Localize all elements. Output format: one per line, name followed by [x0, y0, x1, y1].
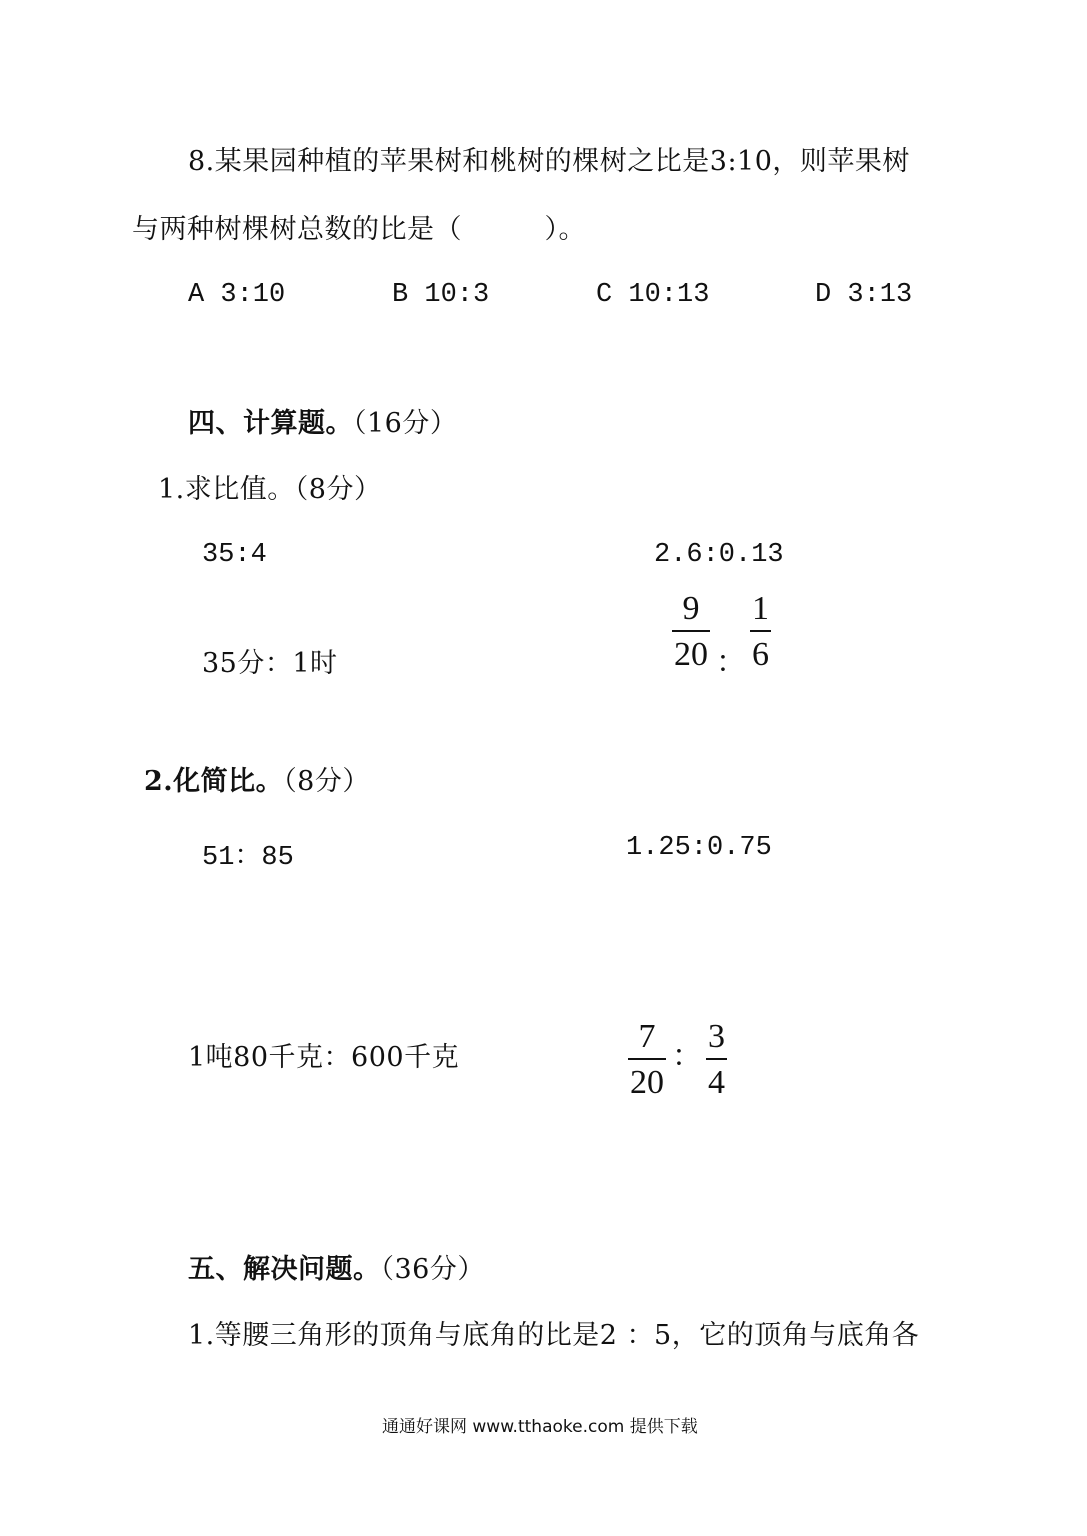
- section4-score: （16分）: [353, 408, 458, 439]
- q8-option-a: A 3:10: [188, 280, 286, 310]
- calc-q1-item-2: 2.6:0.13: [654, 540, 784, 570]
- ratio-colon: ：: [716, 646, 746, 679]
- calc-q1-title: 1.求比值。（8分）: [158, 474, 382, 505]
- calc-q2-heading: [144, 768, 370, 795]
- section5-heading: [188, 1256, 485, 1283]
- q8-option-b: B 10:3: [392, 280, 490, 310]
- problem-q1-line1: 1.等腰三角形的顶角与底角的比是2 ：5，它的顶角与底角各: [188, 1320, 920, 1351]
- section4-title: 四、计算题。: [188, 408, 353, 439]
- calc-q1-fraction-2: [750, 592, 771, 672]
- q8-option-c: C 10:13: [596, 280, 710, 310]
- calc-q1-fraction-1: [672, 592, 710, 672]
- fraction-numerator: 7: [638, 1018, 656, 1055]
- calc-q2-title: 2.化简比。: [144, 766, 284, 797]
- calc-q2-item-1: 51：85: [202, 843, 294, 873]
- fraction-numerator: 1: [752, 590, 769, 627]
- calc-q1-item-1: 35:4: [202, 540, 267, 570]
- fraction-denominator: 20: [674, 636, 708, 673]
- calc-q2-score: （8分）: [283, 766, 370, 797]
- fraction-denominator: 20: [630, 1064, 664, 1101]
- ratio-colon: ：: [672, 1040, 702, 1073]
- fraction-denominator: 4: [708, 1064, 725, 1101]
- page-footer: 通通好课网 www.tthaoke.com 提供下载: [382, 1417, 698, 1437]
- fraction-numerator: 3: [708, 1018, 725, 1055]
- section4-heading: [188, 410, 457, 437]
- q8-line1: 8.某果园种植的苹果树和桃树的棵树之比是3:10，则苹果树: [188, 146, 910, 177]
- calc-q2-item-3: 1吨80千克：600千克: [188, 1042, 460, 1073]
- section5-score: （36分）: [380, 1254, 485, 1285]
- section5-title: 五、解决问题。: [188, 1254, 381, 1285]
- calc-q1-item-3: 35分：1时: [202, 648, 338, 679]
- calc-q2-fraction-1: [628, 1020, 666, 1100]
- calc-q2-item-2: 1.25:0.75: [626, 833, 772, 863]
- calc-q2-fraction-2: [706, 1020, 727, 1100]
- q8-option-d: D 3:13: [815, 280, 913, 310]
- q8-line2: 与两种树棵树总数的比是（ ）。: [132, 214, 586, 245]
- fraction-denominator: 6: [752, 636, 769, 673]
- fraction-numerator: 9: [682, 590, 700, 627]
